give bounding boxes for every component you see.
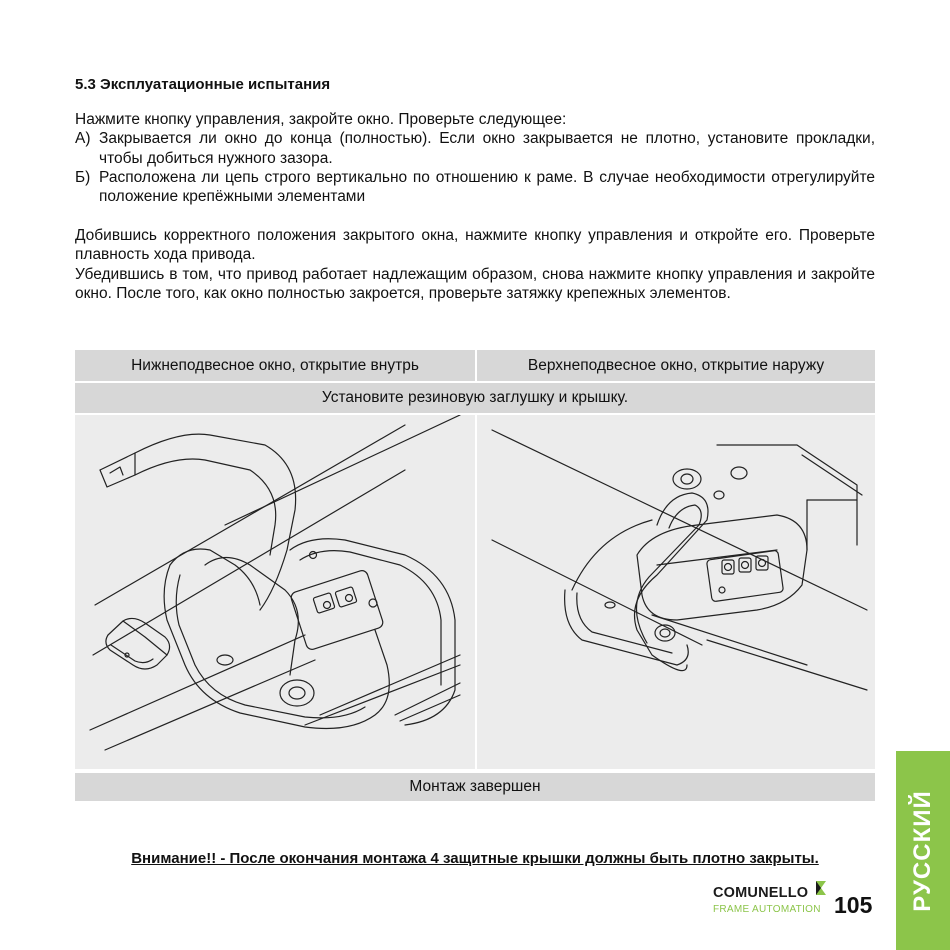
instruction-text: Установите резиновую заглушку и крышку.: [75, 383, 875, 413]
check-intro: Нажмите кнопку управления, закройте окно. Проверьте следующее:: [75, 111, 567, 128]
language-tab: [896, 751, 950, 950]
header-bottom-hung: Нижнеподвесное окно, открытие внутрь: [75, 350, 475, 381]
operation-paragraph-1: Добившись корректного положения закрытого окна, нажмите кнопку управления и откройте его. Проверьте плавность хода привода.: [75, 227, 875, 264]
item-text: Закрывается ли окно до конца (полностью). Если окно закрывается не плотно, установите прокладки, чтобы добиться нужного зазора.: [99, 130, 875, 167]
instruction-row: [75, 383, 875, 413]
check-item-a: [75, 129, 875, 168]
illustration-bottom-hung: [75, 415, 475, 769]
brand-logo: [713, 880, 825, 920]
brand-name: COMUNELLO: [713, 885, 809, 901]
operation-instructions: [75, 226, 875, 303]
installation-table: [75, 350, 875, 801]
brand-mark-icon: [815, 880, 827, 896]
check-instructions: [75, 110, 875, 206]
item-marker: Б): [75, 168, 91, 186]
operation-paragraph-2: Убедившись в том, что привод работает надлежащим образом, снова нажмите кнопку управления и закройте окно. После того, как окно полностью закроется, проверьте затяжку крепежных элементов.: [75, 265, 875, 302]
item-marker: А): [75, 130, 91, 148]
installation-complete-text: Монтаж завершен: [75, 773, 875, 801]
footer-row: [75, 773, 875, 801]
header-top-hung: Верхнеподвесное окно, открытие наружу: [475, 350, 875, 381]
illustration-row: [75, 415, 875, 769]
illustration-top-hung: [475, 415, 875, 769]
item-text: Расположена ли цепь строго вертикально по отношению к раме. В случае необходимости отрегулируйте положение крепёжными элементами: [99, 168, 875, 206]
brand-subtitle: FRAME AUTOMATION: [713, 904, 821, 915]
table-header-row: [75, 350, 875, 381]
page-number: 105: [834, 892, 873, 918]
warning-text: Внимание!! - После окончания монтажа 4 защитные крышки должны быть плотно закрыты.: [131, 850, 819, 867]
check-item-b: [75, 168, 875, 207]
language-tab-label: РУССКИЙ: [909, 789, 936, 912]
section-title: 5.3 Эксплуатационные испытания: [75, 76, 331, 93]
